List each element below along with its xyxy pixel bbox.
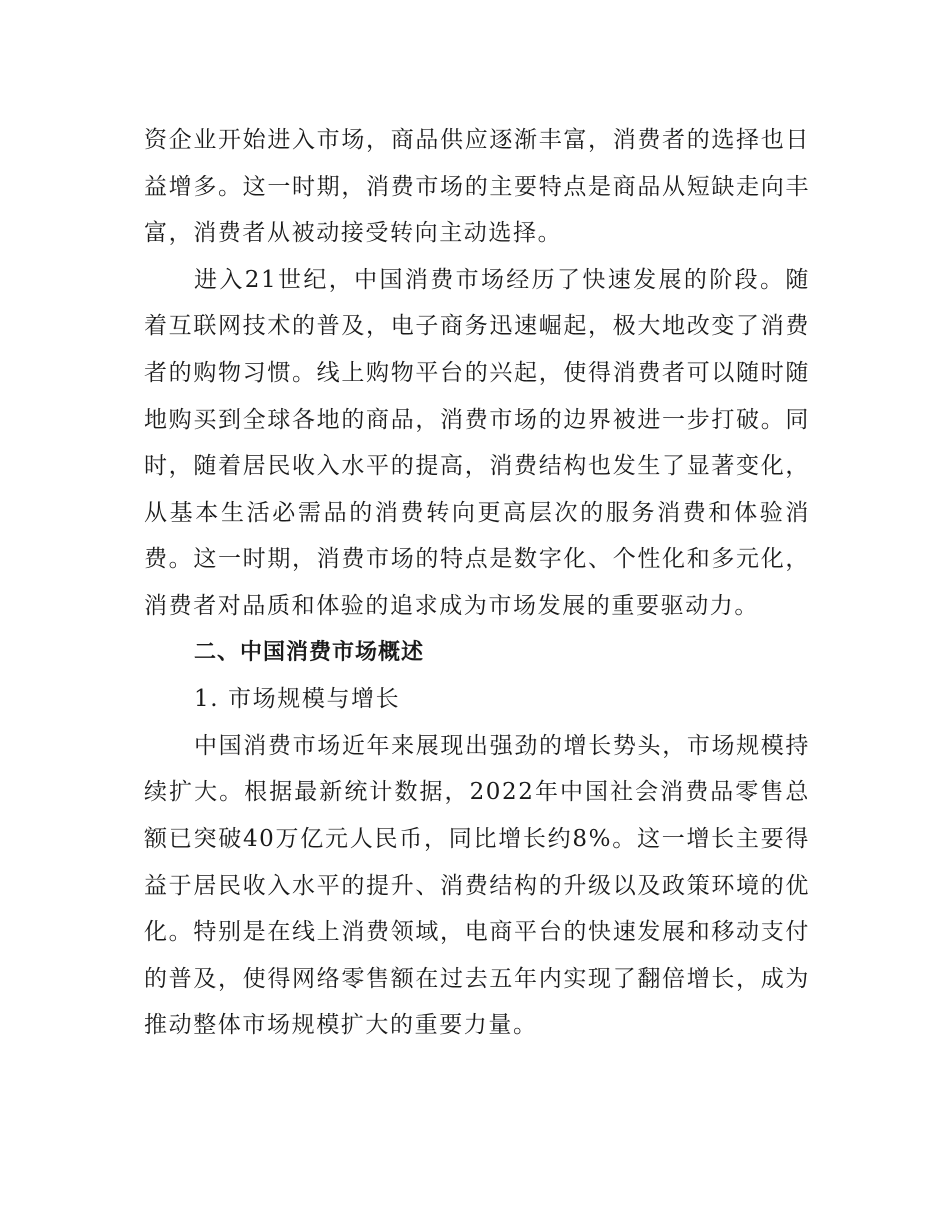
paragraph-continuation: 资企业开始进入市场，商品供应逐渐丰富，消费者的选择也日益增多。这一时期，消费市场的主要特点是商品从短缺走向丰富，消费者从被动接受转向主动选择。 <box>144 127 810 247</box>
document-page <box>144 117 810 1049</box>
subsection-heading: 1. 市场规模与增长 <box>194 686 401 713</box>
section-heading: 二、中国消费市场概述 <box>194 639 425 665</box>
paragraph-market-scale: 中国消费市场近年来展现出强劲的增长势头，市场规模持续扩大。根据最新统计数据，2022年中国社会消费品零售总额已突破40万亿元人民币，同比增长约8%。这一增长主要得益于居民收入水平的提升、消费结构的升级以及政策环境的优化。特别是在线上消费领域，电商平台的快速发展和移动支付的普及，使得网络零售额在过去五年内实现了翻倍增长，成为推动整体市场规模扩大的重要力量。 <box>144 732 810 1039</box>
paragraph-21st-century: 进入21世纪，中国消费市场经历了快速发展的阶段。随着互联网技术的普及，电子商务迅速崛起，极大地改变了消费者的购物习惯。线上购物平台的兴起，使得消费者可以随时随地购买到全球各地的商品，消费市场的边界被进一步打破。同时，随着居民收入水平的提高，消费结构也发生了显著变化，从基本生活必需品的消费转向更高层次的服务消费和体验消费。这一时期，消费市场的特点是数字化、个性化和多元化，消费者对品质和体验的追求成为市场发展的重要驱动力。 <box>144 266 810 619</box>
